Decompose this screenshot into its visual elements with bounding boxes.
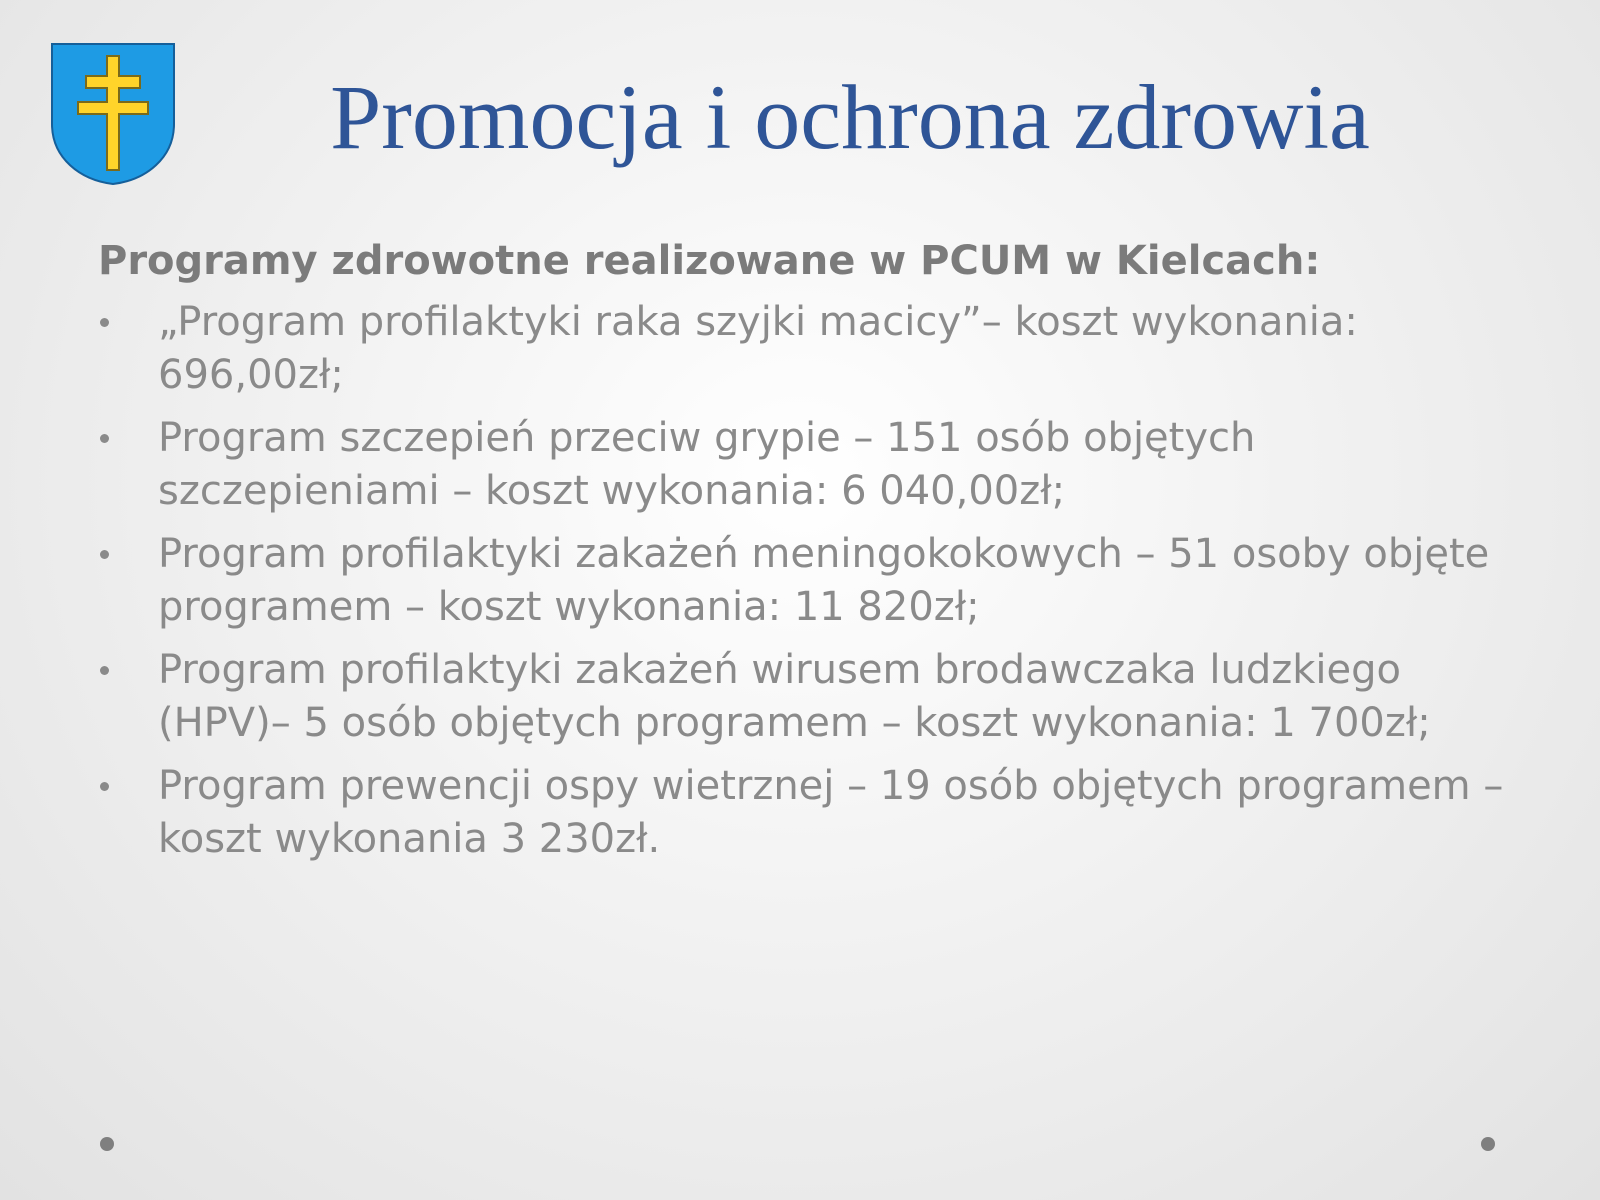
corner-dot-icon (1481, 1137, 1495, 1151)
section-heading: Programy zdrowotne realizowane w PCUM w Kielcach: (98, 238, 1321, 284)
list-item-text: Program profilaktyki zakażeń meningokokowych – 51 osoby objęte programem – koszt wykonania: 11 820zł; (158, 531, 1490, 630)
list-item-text: Program profilaktyki zakażeń wirusem brodawczaka ludzkiego (HPV)– 5 osób objętych programem – koszt wykonania: 1 700zł; (158, 647, 1431, 746)
bullet-icon (100, 666, 109, 675)
list-item (98, 296, 1538, 402)
bullet-icon (100, 782, 109, 791)
list-item-text: Program prewencji ospy wietrznej – 19 osób objętych programem – koszt wykonania 3 230zł. (158, 763, 1504, 862)
list-item (98, 412, 1538, 518)
bullet-icon (100, 318, 109, 327)
list-item-text: „Program profilaktyki raka szyjki macicy”– koszt wykonania: 696,00zł; (158, 299, 1358, 398)
list-item (98, 760, 1538, 866)
list-item (98, 528, 1538, 634)
list-item (98, 644, 1538, 750)
corner-dot-icon (100, 1137, 114, 1151)
slide-content (98, 232, 1538, 876)
bullet-list (98, 296, 1538, 866)
list-item-text: Program szczepień przeciw grypie – 151 osób objętych szczepieniami – koszt wykonania: 6 040,00zł; (158, 415, 1256, 514)
page-title: Promocja i ochrona zdrowia (330, 66, 1370, 168)
bullet-icon (100, 434, 109, 443)
bullet-icon (100, 550, 109, 559)
coat-of-arms-icon (50, 42, 176, 186)
